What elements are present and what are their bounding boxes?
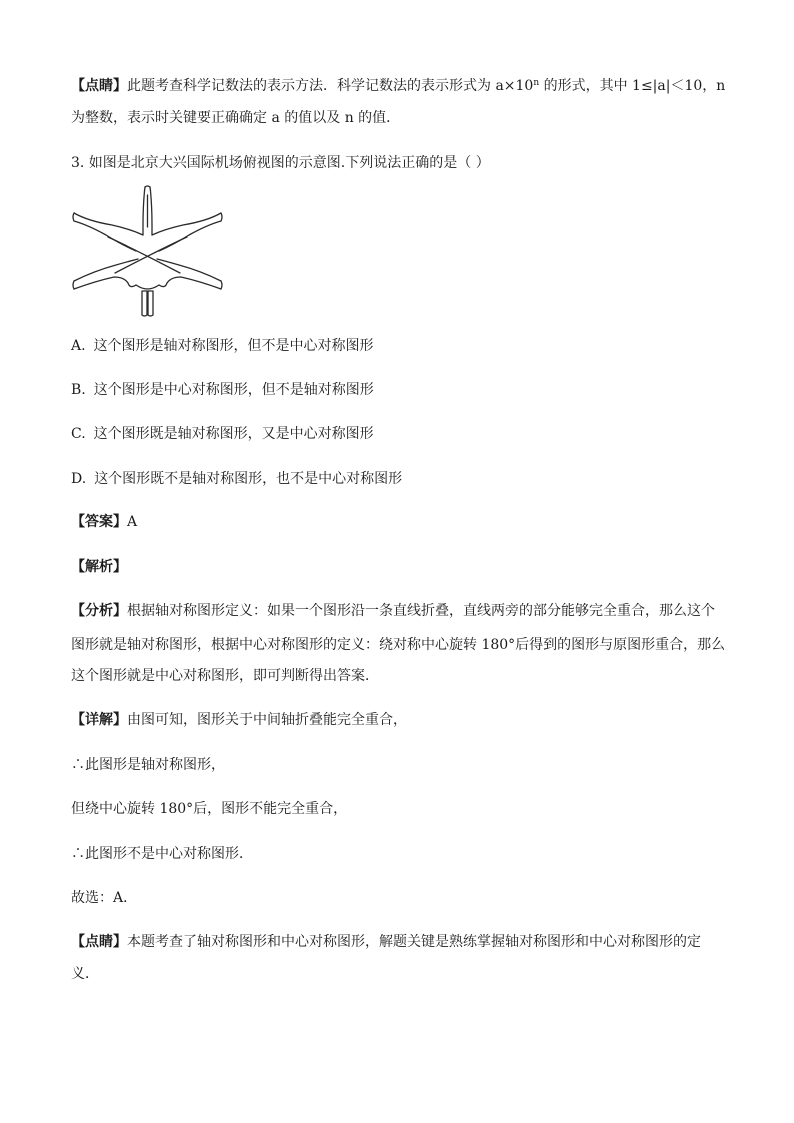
bottom-pier-outline xyxy=(136,285,159,289)
answer-line xyxy=(71,512,137,532)
option-a-letter: A. xyxy=(71,338,86,354)
center-diagonal-2 xyxy=(115,237,187,273)
fenxi-line-2: 图形就是轴对称图形，根据中心对称图形的定义：绕对称中心旋转 180°后得到的图形与原图形重合，那么 xyxy=(71,637,726,653)
option-b xyxy=(71,380,374,400)
detail-line-2: ∴此图形是轴对称图形， xyxy=(71,757,225,773)
question-stem: 3. 如图是北京大兴国际机场俯视图的示意图.下列说法正确的是（ ） xyxy=(71,155,490,171)
point-text-1: 本题考查了轴对称图形和中心对称图形，解题关键是熟练掌握轴对称图形和中心对称图形的定 xyxy=(127,934,701,950)
answer-tag: 【答案】 xyxy=(71,514,127,530)
lower-left-arm-bottom xyxy=(74,277,136,289)
option-b-letter: B. xyxy=(71,382,86,398)
prev-point-text-1a: 此题考查科学记数法的表示方法．科学记数法的表示形式为 a×10 xyxy=(127,78,534,94)
analysis-tag: 【解析】 xyxy=(71,559,127,575)
option-c-text: 这个图形既是轴对称图形，又是中心对称图形 xyxy=(93,426,374,442)
fenxi-line-1 xyxy=(71,601,715,621)
fenxi-text-1: 根据轴对称图形定义：如果一个图形沿一条直线折叠，直线两旁的部分能够完全重合，那么这个 xyxy=(127,603,715,619)
option-c xyxy=(71,424,374,444)
lower-left-arm-tip xyxy=(73,281,74,289)
upper-left-arm-tip xyxy=(73,213,74,221)
detail-line-3: 但绕中心旋转 180°后，图形不能完全重合， xyxy=(71,801,348,817)
detail-line-1 xyxy=(71,710,407,730)
prev-point-exponent: n xyxy=(533,78,540,88)
lower-right-arm-bottom xyxy=(159,277,221,289)
lower-left-arm-top xyxy=(74,259,138,281)
point-tag: 【点睛】 xyxy=(71,934,127,950)
option-c-letter: C. xyxy=(71,426,86,442)
option-d xyxy=(71,469,402,489)
prev-point-line-2: 为整数，表示时关键要正确确定 a 的值以及 n 的值． xyxy=(71,110,401,126)
bottom-stub-right xyxy=(148,291,153,316)
detail-text-1: 由图可知，图形关于中间轴折叠能完全重合， xyxy=(127,712,407,728)
prev-point-line-1 xyxy=(71,73,725,96)
upper-right-arm-tip xyxy=(221,213,222,221)
point-line-1 xyxy=(71,932,701,952)
top-arm-left xyxy=(143,187,145,235)
fenxi-tag: 【分析】 xyxy=(71,603,127,619)
analysis-heading xyxy=(71,557,127,577)
center-diagonal-1 xyxy=(108,237,180,273)
detail-line-5: 故选：A． xyxy=(71,890,138,906)
fenxi-line-3: 这个图形就是中心对称图形，即可判断得出答案． xyxy=(71,668,379,684)
option-b-text: 这个图形是中心对称图形，但不是轴对称图形 xyxy=(93,382,374,398)
option-d-letter: D. xyxy=(71,471,87,487)
bottom-stub-left xyxy=(142,291,147,316)
option-d-text: 这个图形既不是轴对称图形，也不是中心对称图形 xyxy=(94,471,403,487)
option-a xyxy=(71,336,374,356)
prev-point-text-1b: 的形式，其中 1≤|a|＜10，n xyxy=(539,78,726,94)
airport-top-view-figure xyxy=(70,185,225,318)
detail-line-4: ∴此图形不是中心对称图形． xyxy=(71,846,253,862)
lower-right-arm-tip xyxy=(221,281,222,289)
top-arm-right xyxy=(150,187,152,235)
detail-tag: 【详解】 xyxy=(71,712,127,728)
answer-value: A xyxy=(127,514,138,530)
option-a-text: 这个图形是轴对称图形，但不是中心对称图形 xyxy=(93,338,374,354)
top-arm-tip xyxy=(145,186,150,187)
point-line-2: 义． xyxy=(71,966,99,982)
lower-right-arm-top xyxy=(157,259,221,281)
prev-point-tag: 【点睛】 xyxy=(71,78,127,94)
